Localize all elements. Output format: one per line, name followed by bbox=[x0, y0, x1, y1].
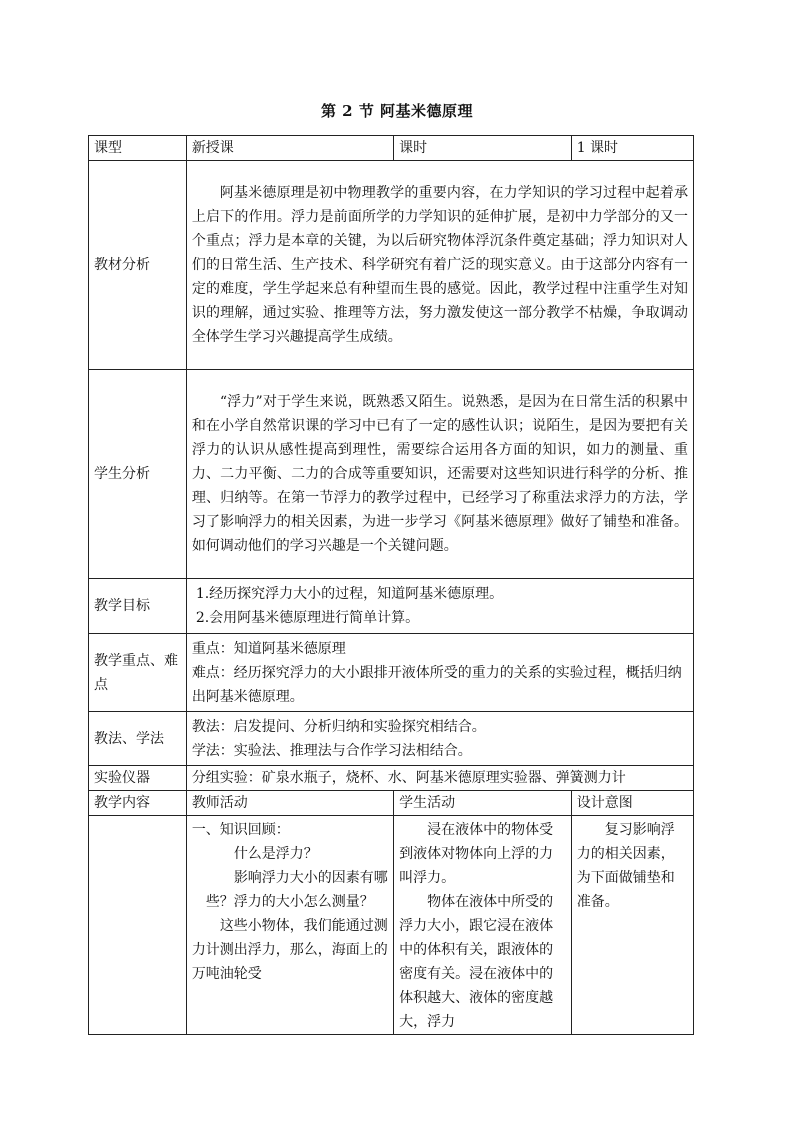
equipment-row bbox=[89, 766, 694, 791]
teaching-method-text: 教法：启发提问、分析归纳和实验探究相结合。 bbox=[191, 718, 486, 735]
goal-item: 2.会用阿基米德原理进行简单计算。 bbox=[195, 610, 420, 626]
student-analysis-row bbox=[89, 370, 694, 579]
design-intent-text: 复习影响浮力的相关因素，为下面做铺垫和准备。 bbox=[576, 822, 675, 910]
key-point-text: 重点：知道阿基米德原理 bbox=[191, 640, 346, 657]
teacher-activity-line: 什么是浮力？ bbox=[233, 846, 318, 862]
hours-value: 1 课时 bbox=[571, 136, 693, 161]
learning-method-text: 学法：实验法、推理法与合作学习法相结合。 bbox=[191, 742, 472, 759]
student-analysis-label: 学生分析 bbox=[89, 370, 187, 579]
teacher-activity-cell bbox=[186, 816, 393, 1035]
goals-label: 教学目标 bbox=[89, 579, 187, 634]
goals-row bbox=[89, 579, 694, 634]
course-type-value: 新授课 bbox=[186, 136, 393, 161]
hours-label: 课时 bbox=[394, 136, 572, 161]
goals-cell bbox=[186, 579, 693, 634]
design-intent-cell bbox=[571, 816, 693, 1035]
methods-row bbox=[89, 712, 694, 766]
content-empty-cell bbox=[89, 816, 187, 1035]
key-points-cell bbox=[186, 634, 693, 712]
equipment-text: 分组实验：矿泉水瓶子，烧杯、水、阿基米德原理实验器、弹簧测力计 bbox=[186, 766, 693, 791]
equipment-label: 实验仪器 bbox=[89, 766, 187, 791]
page-title: 第 2 节 阿基米德原理 bbox=[320, 102, 474, 120]
textbook-analysis-cell bbox=[186, 161, 693, 370]
key-points-label-text: 教学重点、难点 bbox=[94, 652, 178, 693]
student-analysis-cell bbox=[186, 370, 693, 579]
methods-cell bbox=[186, 712, 693, 766]
design-column-header: 设计意图 bbox=[571, 791, 693, 816]
student-activity-cell bbox=[394, 816, 572, 1035]
student-activity-line: 物体在液体中所受的浮力大小，跟它浸在液体中的体积有关，跟液体的密度有关。浸在液体中的体积越大、液体的密度越大，浮力 bbox=[399, 894, 554, 1030]
teacher-activity-line: 这些小物体，我们能通过测力计测出浮力，那么，海面上的万吨油轮受 bbox=[191, 918, 388, 982]
key-points-row bbox=[89, 634, 694, 712]
content-header-row bbox=[89, 791, 694, 816]
course-type-label: 课型 bbox=[89, 136, 187, 161]
content-body-row bbox=[89, 816, 694, 1035]
key-points-label bbox=[89, 634, 187, 712]
student-activity-line: 浸在液体中的物体受到液体对物体向上浮的力叫浮力。 bbox=[399, 822, 554, 886]
teacher-activity-line: 影响浮力大小的因素有哪些？浮力的大小怎么测量？ bbox=[205, 870, 388, 910]
textbook-analysis-text: 阿基米德原理是初中物理教学的重要内容，在力学知识的学习过程中起着承上启下的作用。浮力是前面所学的力学知识的延伸扩展，是初中力学部分的又一个重点；浮力是本章的关键，为以后研究物体浮沉条件奠定基础；浮力知识对人们的日常生活、生产技术、科学研究有着广泛的现实意义。由于这部分内容有一定的难度，学生学起来总有种望而生畏的感觉。因此，教学过程中注重学生对知识的理解，通过实验、推理等方法，努力激发使这一部分教学不枯燥，争取调动全体学生学习兴趣提高学生成绩。 bbox=[191, 185, 688, 345]
content-label: 教学内容 bbox=[89, 791, 187, 816]
methods-label: 教法、学法 bbox=[89, 712, 187, 766]
lesson-plan-table bbox=[88, 135, 694, 1035]
textbook-analysis-row bbox=[89, 161, 694, 370]
difficult-point-text: 难点：经历探究浮力的大小跟排开液体所受的重力的关系的实验过程，概括归纳出阿基米德原理。 bbox=[191, 664, 682, 705]
course-type-row bbox=[89, 136, 694, 161]
goal-item: 1.经历探究浮力大小的过程，知道阿基米德原理。 bbox=[195, 586, 504, 602]
teacher-activity-line: 一、知识回顾： bbox=[191, 822, 290, 838]
student-column-header: 学生活动 bbox=[394, 791, 572, 816]
textbook-analysis-label: 教材分析 bbox=[89, 161, 187, 370]
teacher-column-header: 教师活动 bbox=[186, 791, 393, 816]
student-analysis-text: “浮力”对于学生来说，既熟悉又陌生。说熟悉，是因为在日常生活的积累中和在小学自然常识课的学习中已有了一定的感性认识；说陌生，是因为要把有关浮力的认识从感性提高到理性，需要综合运用各方面的知识，如力的测量、重力、二力平衡、二力的合成等重要知识，还需要对这些知识进行科学的分析、推理、归纳等。在第一节浮力的教学过程中，已经学习了称重法求浮力的方法，学习了影响浮力的相关因素，为进一步学习《阿基米德原理》做好了铺垫和准备。如何调动他们的学习兴趣是一个关键问题。 bbox=[191, 394, 688, 554]
